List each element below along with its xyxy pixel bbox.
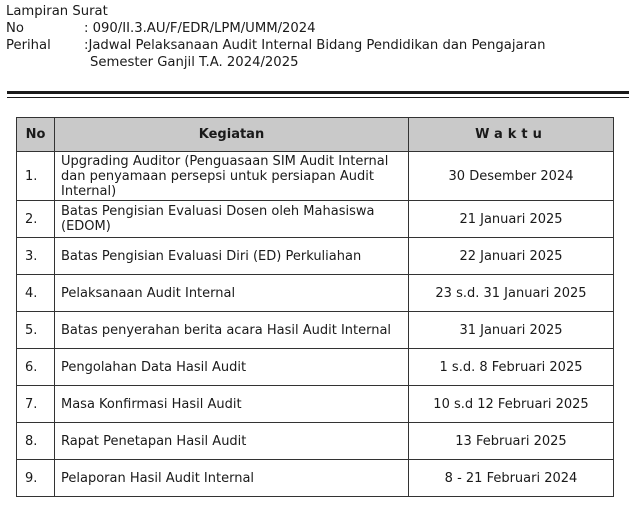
row-kegiatan: Batas penyerahan berita acara Hasil Audit Internal <box>55 312 409 349</box>
table-row <box>17 201 614 238</box>
table-row <box>17 152 614 201</box>
table-header-row <box>17 118 614 152</box>
row-waktu: 8 - 21 Februari 2024 <box>409 460 614 497</box>
header-kegiatan: Kegiatan <box>55 118 409 152</box>
row-kegiatan: Pengolahan Data Hasil Audit <box>55 349 409 386</box>
row-no: 8. <box>17 423 55 460</box>
divider-thin <box>7 97 629 98</box>
schedule-table <box>16 117 614 497</box>
subject-label: Perihal <box>6 38 51 53</box>
row-waktu: 31 Januari 2025 <box>409 312 614 349</box>
table-row <box>17 423 614 460</box>
row-kegiatan: Pelaporan Hasil Audit Internal <box>55 460 409 497</box>
row-no: 3. <box>17 238 55 275</box>
row-waktu: 10 s.d 12 Februari 2025 <box>409 386 614 423</box>
row-no: 4. <box>17 275 55 312</box>
row-waktu: 23 s.d. 31 Januari 2025 <box>409 275 614 312</box>
letter-header <box>6 3 545 71</box>
row-waktu: 21 Januari 2025 <box>409 201 614 238</box>
row-no: 7. <box>17 386 55 423</box>
row-waktu: 22 Januari 2025 <box>409 238 614 275</box>
table-row <box>17 275 614 312</box>
number-value: : 090/II.3.AU/F/EDR/LPM/UMM/2024 <box>84 21 316 36</box>
header-no: No <box>17 118 55 152</box>
row-no: 1. <box>17 152 55 201</box>
number-label: No <box>6 21 24 36</box>
row-kegiatan: Upgrading Auditor (Penguasaan SIM Audit Internal dan penyamaan persepsi untuk persiapan Audit Internal) <box>55 152 409 201</box>
row-kegiatan: Pelaksanaan Audit Internal <box>55 275 409 312</box>
row-kegiatan: Batas Pengisian Evaluasi Diri (ED) Perkuliahan <box>55 238 409 275</box>
row-kegiatan: Batas Pengisian Evaluasi Dosen oleh Mahasiswa (EDOM) <box>55 201 409 238</box>
row-kegiatan: Rapat Penetapan Hasil Audit <box>55 423 409 460</box>
table-row <box>17 386 614 423</box>
row-waktu: 30 Desember 2024 <box>409 152 614 201</box>
header-waktu: Waktu <box>409 118 614 152</box>
row-no: 5. <box>17 312 55 349</box>
subject-value-line2: Semester Ganjil T.A. 2024/2025 <box>90 55 299 70</box>
row-no: 6. <box>17 349 55 386</box>
table-row <box>17 460 614 497</box>
row-no: 2. <box>17 201 55 238</box>
table-row <box>17 349 614 386</box>
divider-thick <box>7 91 629 94</box>
subject-value: :Jadwal Pelaksanaan Audit Internal Bidang Pendidikan dan Pengajaran <box>84 38 546 53</box>
table-row <box>17 238 614 275</box>
table-row <box>17 312 614 349</box>
row-waktu: 13 Februari 2025 <box>409 423 614 460</box>
row-waktu: 1 s.d. 8 Februari 2025 <box>409 349 614 386</box>
row-kegiatan: Masa Konfirmasi Hasil Audit <box>55 386 409 423</box>
letter-title: Lampiran Surat <box>6 4 108 19</box>
row-no: 9. <box>17 460 55 497</box>
